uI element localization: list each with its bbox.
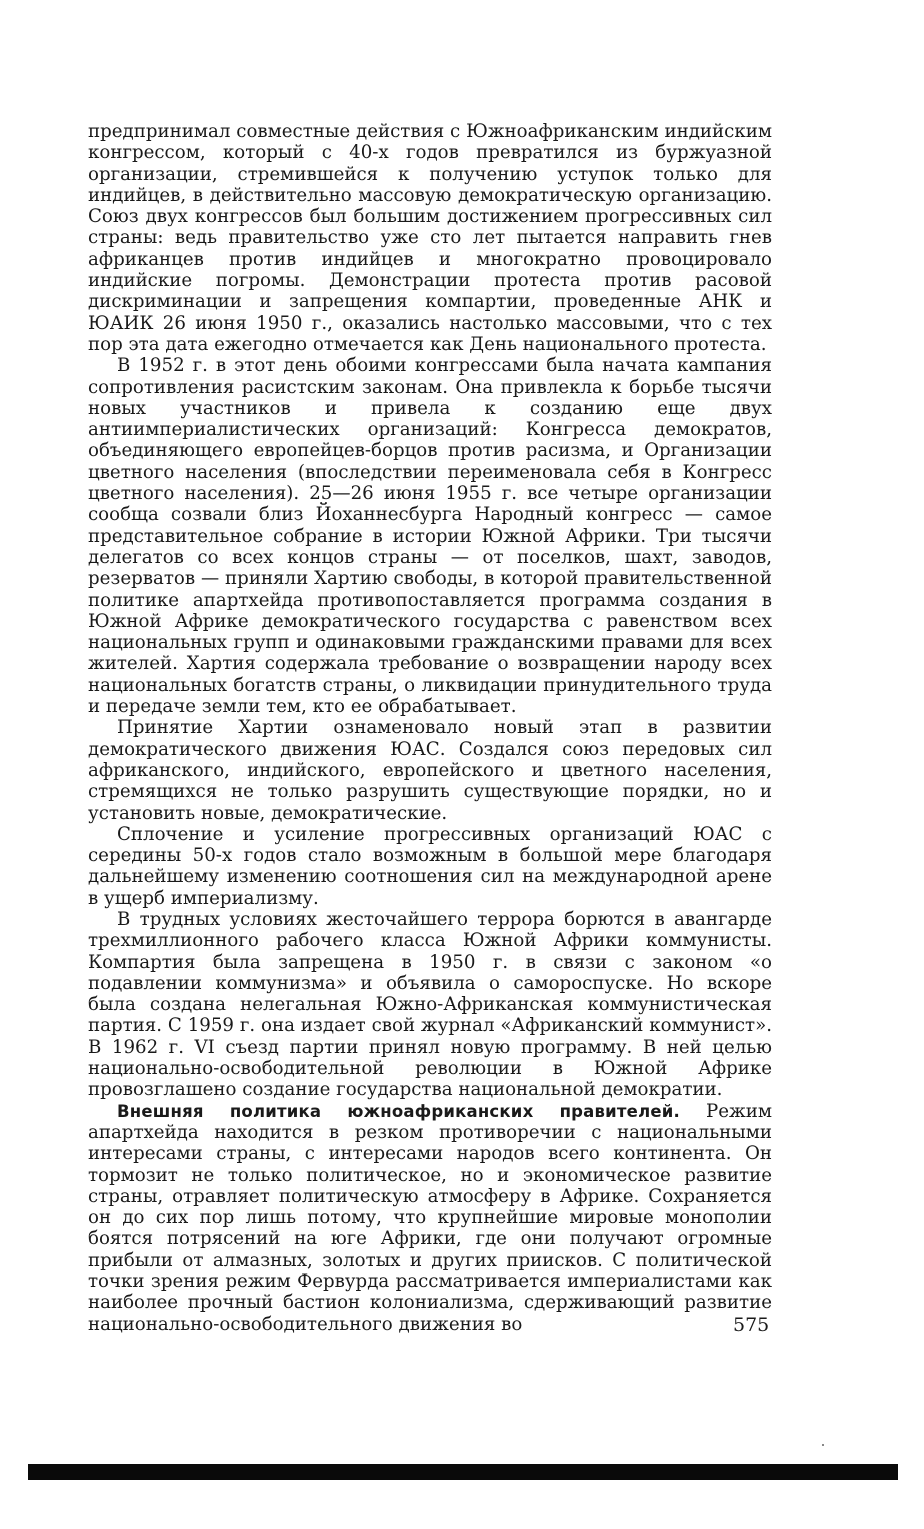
paragraph-6 (88, 1101, 772, 1335)
paragraph-3: Принятие Хартии ознаменовало новый этап в развитии демократического движения ЮАС. Создался союз передовых сил африканского, индийского, европейского и цветного населения, стремящихся не только разрушить существующие порядки, но и установить новые, демократические. (88, 717, 772, 824)
page-number: 575 (733, 1314, 770, 1336)
section-heading: Внешняя политика южноафриканских правителей. (117, 1101, 680, 1121)
paragraph-1: предпринимал совместные действия с Южноафриканским индийским конгрессом, который с 40-х годов превратился из буржуазной организации, стремившейся к получению уступок только для индийцев, в действительно массовую демократическую организацию. Союз двух конгрессов был большим достижением прогрессивных сил страны: ведь правительство уже сто лет пытается направить гнев африканцев против индийцев и многократно провоцировало индийские погромы. Демонстрации протеста против расовой дискриминации и запрещения компартии, проведенные АНК и ЮАИК 26 июня 1950 г., оказались настолько массовыми, что с тех пор эта дата ежегодно отмечается как День национального протеста. (88, 121, 772, 355)
paragraph-2: В 1952 г. в этот день обоими конгрессами была начата кампания сопротивления расистским законам. Она привлекла к борьбе тысячи новых участников и привела к созданию еще двух антиимпериалистических организаций: Конгресса демократов, объединяющего европейцев-борцов против расизма, и Организации цветного населения (впоследствии переименовала себя в Конгресс цветного населения). 25—26 июня 1955 г. все четыре организации сообща созвали близ Йоханнесбурга Народный конгресс — самое представительное собрание в истории Южной Африки. Три тысячи делегатов со всех концов страны — от поселков, шахт, заводов, резерватов — приняли Хартию свободы, в которой правительственной политике апартхейда противопоставляется программа создания в Южной Африке демократического государства с равенством всех национальных групп и одинаковыми гражданскими правами для всех жителей. Хартия содержала требование о возвращении народу всех национальных богатств страны, о ликвидации принудительного труда и передаче земли тем, кто ее обрабатывает. (88, 355, 772, 718)
scan-speck (822, 1444, 824, 1446)
paragraph-4: Сплочение и усиление прогрессивных организаций ЮАС с середины 50-х годов стало возможным в большой мере благодаря дальнейшему изменению соотношения сил на международной арене в ущерб империализму. (88, 823, 772, 909)
section-text: Режим апартхейда находится в резком противоречии с национальными интересами страны, с интересами народов всего континента. Он тормозит не только политическое, но и экономическое развитие страны, отравляет политическую атмосферу в Африке. Сохраняется он до сих пор лишь потому, что крупнейшие мировые монополии боятся потрясений на юге Африки, где они получают огромные прибыли от алмазных, золотых и других приисков. С политической точки зрения режим Фервурда рассматривается империалистами как наиболее прочный бастион колониализма, сдерживающий развитие национально-освободительного движения во (88, 1100, 772, 1335)
paragraph-5: В трудных условиях жесточайшего террора борются в авангарде трехмиллионного рабочего класса Южной Африки коммунисты. Компартия была запрещена в 1950 г. в связи с законом «о подавлении коммунизма» и объявила о самороспуске. Но вскоре была создана нелегальная Южно-Африканская коммунистическая партия. С 1959 г. она издает свой журнал «Африканский коммунист». В 1962 г. VI съезд партии принял новую программу. В ней целью национально-освободительной революции в Южной Африке провозглашено создание государства национальной демократии. (88, 908, 772, 1101)
scan-edge-bar (28, 1464, 898, 1480)
body-text (88, 121, 772, 1335)
